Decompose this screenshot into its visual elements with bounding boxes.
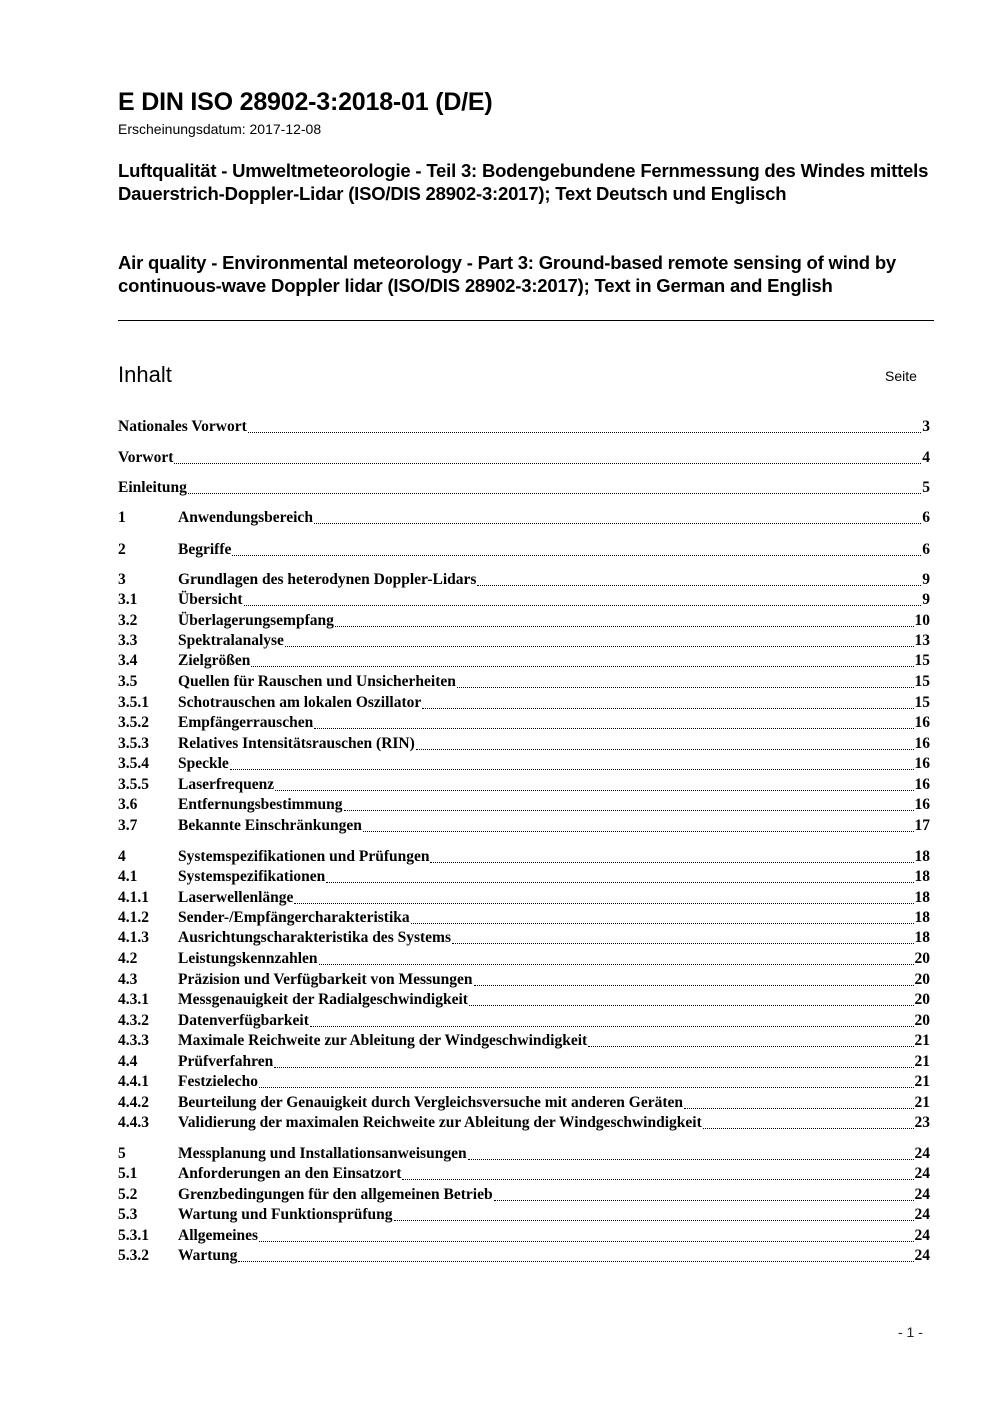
toc-entry-page: 16	[914, 776, 930, 793]
toc-entry-page: 16	[914, 714, 930, 731]
toc-entry-page: 21	[914, 1094, 930, 1111]
toc-dot-leader	[494, 1200, 914, 1201]
toc-dot-leader	[477, 585, 921, 586]
toc-entry-page: 15	[914, 694, 930, 711]
toc-entry-number: 3.5.3	[118, 735, 149, 752]
toc-entry-page: 21	[914, 1073, 930, 1090]
toc-entry-title: Sender-/Empfängercharakteristika	[178, 909, 410, 926]
toc-entry-title: Schotrauschen am lokalen Oszillator	[178, 694, 422, 711]
toc-dot-leader	[275, 790, 913, 791]
toc-entry-title: Beurteilung der Genauigkeit durch Vergleichsversuche mit anderen Geräten	[178, 1094, 684, 1111]
toc-entry-title: Grundlagen des heterodynen Doppler-Lidars	[178, 571, 477, 588]
toc-entry-number: 3.4	[118, 652, 138, 669]
toc-entry-title: Prüfverfahren	[178, 1053, 274, 1070]
toc-entry-number: 4.4.2	[118, 1094, 149, 1111]
toc-entry-title: Validierung der maximalen Reichweite zur Ableitung der Windgeschwindigkeit	[178, 1114, 702, 1131]
toc-entry-page: 18	[914, 848, 930, 865]
toc-entry[interactable]	[118, 1012, 930, 1032]
toc-heading: Inhalt	[118, 362, 172, 387]
toc-dot-leader	[285, 646, 914, 647]
toc-dot-leader	[474, 985, 914, 986]
toc-dot-leader	[457, 687, 914, 688]
toc-dot-leader	[319, 964, 914, 965]
toc-entry[interactable]	[118, 1186, 930, 1206]
toc-entry[interactable]	[118, 652, 930, 672]
toc-entry-number: 4.4	[118, 1053, 138, 1070]
toc-entry-title: Systemspezifikationen	[178, 868, 326, 885]
toc-entry-title: Speckle	[178, 755, 229, 772]
toc-entry-page: 21	[914, 1032, 930, 1049]
toc-entry-number: 3	[118, 571, 126, 588]
toc-entry-number: 4.2	[118, 950, 138, 967]
toc-entry-title: Zielgrößen	[178, 652, 251, 669]
toc-entry[interactable]	[118, 1145, 930, 1165]
toc-entry-title: Laserwellenlänge	[178, 889, 294, 906]
toc-entry-number: 4.4.1	[118, 1073, 149, 1090]
toc-dot-leader	[310, 1026, 914, 1027]
toc-entry-title: Messgenauigkeit der Radialgeschwindigkeit	[178, 991, 468, 1008]
toc-entry[interactable]	[118, 755, 930, 775]
toc-entry-number: 5	[118, 1145, 126, 1162]
toc-entry-title: Ausrichtungscharakteristika des Systems	[178, 929, 451, 946]
toc-entry[interactable]	[118, 694, 930, 714]
toc-entry-page: 13	[914, 632, 930, 649]
toc-entry[interactable]	[118, 1165, 930, 1185]
toc-entry-title: Vorwort	[118, 449, 174, 466]
title-english: Air quality - Environmental meteorology - Part 3: Ground-based remote sensing of wind by continuous-wave Doppler lidar (ISO/DIS 28902-3:2017); Text in German and English	[118, 252, 897, 296]
toc-entry-number: 5.2	[118, 1186, 138, 1203]
toc-dot-leader	[244, 605, 922, 606]
toc-dot-leader	[422, 708, 913, 709]
toc-entry-title: Entfernungsbestimmung	[178, 796, 343, 813]
toc-entry-number: 3.5.4	[118, 755, 149, 772]
toc-entry-title: Festzielecho	[178, 1073, 259, 1090]
toc-entry-title: Nationales Vorwort	[118, 418, 247, 435]
toc-entry-title: Grenzbedingungen für den allgemeinen Betrieb	[178, 1186, 493, 1203]
toc-dot-leader	[703, 1128, 914, 1129]
toc-entry-title: Begriffe	[178, 541, 232, 558]
toc-entry-page: 6	[922, 509, 930, 526]
toc-entry-title: Wartung	[178, 1247, 238, 1264]
toc-dot-leader	[411, 923, 914, 924]
toc-entry-page: 20	[914, 1012, 930, 1029]
toc-entry-number: 3.3	[118, 632, 138, 649]
toc-entry[interactable]	[118, 541, 930, 561]
toc-entry[interactable]	[118, 673, 930, 693]
toc-dot-leader	[259, 1241, 913, 1242]
toc-entry[interactable]	[118, 714, 930, 734]
toc-entry-number: 3.5.1	[118, 694, 149, 711]
toc-entry-number: 3.1	[118, 591, 138, 608]
toc-entry-page: 24	[914, 1186, 930, 1203]
toc-entry-title: Überlagerungsempfang	[178, 612, 334, 629]
toc-entry-title: Präzision und Verfügbarkeit von Messungen	[178, 971, 473, 988]
toc-dot-leader	[430, 862, 913, 863]
toc-entry-page: 15	[914, 652, 930, 669]
toc-entry-page: 23	[914, 1114, 930, 1131]
toc-entry-title: Wartung und Funktionsprüfung	[178, 1206, 393, 1223]
toc-entry-page: 18	[914, 889, 930, 906]
toc-entry-number: 4	[118, 848, 126, 865]
toc-entry-page: 20	[914, 971, 930, 988]
toc-entry-number: 5.1	[118, 1165, 138, 1182]
toc-entry-title: Anforderungen an den Einsatzort	[178, 1165, 402, 1182]
title-divider	[118, 320, 934, 321]
toc-dot-leader	[314, 728, 913, 729]
toc-entry[interactable]	[118, 612, 930, 632]
toc-dot-leader	[314, 523, 921, 524]
toc-entry-number: 5.3	[118, 1206, 138, 1223]
toc-entry-number: 5.3.1	[118, 1227, 149, 1244]
toc-entry-number: 3.5	[118, 673, 138, 690]
toc-entry-title: Messplanung und Installationsanweisungen	[178, 1145, 467, 1162]
toc-dot-leader	[174, 463, 921, 464]
toc-dot-leader	[402, 1179, 913, 1180]
toc-entry-title: Leistungskennzahlen	[178, 950, 318, 967]
toc-entry-title: Datenverfügbarkeit	[178, 1012, 309, 1029]
toc-entry-number: 2	[118, 541, 126, 558]
toc-entry-title: Allgemeines	[178, 1227, 259, 1244]
toc-entry-title: Quellen für Rauschen und Unsicherheiten	[178, 673, 456, 690]
toc-entry[interactable]	[118, 1073, 930, 1093]
toc-page-column-label: Seite	[885, 368, 917, 384]
toc-entry-number: 3.5.5	[118, 776, 149, 793]
toc-entry-page: 9	[922, 571, 930, 588]
toc-entry[interactable]	[118, 909, 930, 929]
toc-entry-title: Relatives Intensitätsrauschen (RIN)	[178, 735, 415, 752]
toc-entry-page: 4	[922, 449, 930, 466]
toc-entry[interactable]	[118, 817, 930, 837]
toc-entry[interactable]	[118, 591, 930, 611]
toc-entry-page: 24	[914, 1227, 930, 1244]
toc-entry[interactable]	[118, 1247, 930, 1267]
toc-entry-page: 24	[914, 1206, 930, 1223]
toc-entry-number: 3.7	[118, 817, 138, 834]
toc-entry-number: 3.6	[118, 796, 138, 813]
toc-dot-leader	[326, 882, 913, 883]
toc-entry-title: Spektralanalyse	[178, 632, 284, 649]
toc-entry[interactable]	[118, 991, 930, 1011]
toc-entry-title: Systemspezifikationen und Prüfungen	[178, 848, 430, 865]
toc-dot-leader	[588, 1046, 913, 1047]
toc-entry-page: 10	[914, 612, 930, 629]
toc-dot-leader	[294, 903, 913, 904]
toc-entry[interactable]	[118, 632, 930, 652]
title-german: Luftqualität - Umweltmeteorologie - Teil 3: Bodengebundene Fernmessung des Windes mittels Dauerstrich-Doppler-Lidar (ISO/DIS 28902-3:2017); Text Deutsch und Englisch	[118, 160, 929, 204]
toc-entry-page: 15	[914, 673, 930, 690]
toc-entry-page: 18	[914, 909, 930, 926]
toc-entry[interactable]	[118, 929, 930, 949]
toc-entry-number: 4.1.3	[118, 929, 149, 946]
toc-entry-page: 3	[922, 418, 930, 435]
toc-dot-leader	[335, 626, 914, 627]
toc-entry-page: 5	[922, 479, 930, 496]
toc-entry-page: 6	[922, 541, 930, 558]
toc-entry-title: Bekannte Einschränkungen	[178, 817, 362, 834]
toc-entry-number: 4.3.3	[118, 1032, 149, 1049]
toc-entry-title: Empfängerrauschen	[178, 714, 314, 731]
toc-entry[interactable]	[118, 1206, 930, 1226]
toc-entry-page: 18	[914, 929, 930, 946]
toc-dot-leader	[251, 666, 913, 667]
toc-entry[interactable]	[118, 735, 930, 755]
toc-entry[interactable]	[118, 971, 930, 991]
toc-entry[interactable]	[118, 1053, 930, 1073]
toc-entry[interactable]	[118, 1114, 930, 1134]
toc-entry[interactable]	[118, 509, 930, 529]
toc-entry-title: Maximale Reichweite zur Ableitung der Windgeschwindigkeit	[178, 1032, 588, 1049]
toc-entry-number: 4.1.2	[118, 909, 149, 926]
toc-entry-number: 3.2	[118, 612, 138, 629]
document-id: E DIN ISO 28902-3:2018-01 (D/E)	[118, 88, 493, 116]
toc-entry-number: 3.5.2	[118, 714, 149, 731]
toc-entry[interactable]	[118, 479, 930, 499]
toc-entry-page: 24	[914, 1165, 930, 1182]
toc-entry[interactable]	[118, 1227, 930, 1247]
toc-entry[interactable]	[118, 950, 930, 970]
toc-dot-leader	[344, 810, 914, 811]
toc-entry-number: 4.3.1	[118, 991, 149, 1008]
toc-dot-leader	[452, 943, 914, 944]
toc-entry[interactable]	[118, 418, 930, 438]
toc-dot-leader	[248, 432, 922, 433]
toc-entry-title: Einleitung	[118, 479, 187, 496]
toc-entry-page: 20	[914, 991, 930, 1008]
toc-dot-leader	[188, 493, 921, 494]
toc-entry-page: 16	[914, 735, 930, 752]
toc-entry-page: 17	[914, 817, 930, 834]
toc-entry[interactable]	[118, 571, 930, 591]
toc-entry-number: 4.4.3	[118, 1114, 149, 1131]
toc-entry-page: 20	[914, 950, 930, 967]
toc-dot-leader	[259, 1087, 913, 1088]
toc-entry-number: 4.3	[118, 971, 138, 988]
toc-dot-leader	[363, 831, 914, 832]
toc-entry-title: Laserfrequenz	[178, 776, 275, 793]
toc-entry-number: 4.3.2	[118, 1012, 149, 1029]
toc-entry[interactable]	[118, 889, 930, 909]
publication-date: Erscheinungsdatum: 2017-12-08	[118, 121, 322, 137]
toc-dot-leader	[238, 1261, 913, 1262]
toc-entry[interactable]	[118, 1094, 930, 1114]
toc-dot-leader	[394, 1220, 914, 1221]
toc-entry-page: 24	[914, 1247, 930, 1264]
toc-entry[interactable]	[118, 1032, 930, 1052]
toc-entry-page: 16	[914, 755, 930, 772]
toc-dot-leader	[468, 1159, 914, 1160]
toc-entry-page: 9	[922, 591, 930, 608]
toc-entry-number: 1	[118, 509, 126, 526]
toc-entry-page: 18	[914, 868, 930, 885]
toc-entry[interactable]	[118, 848, 930, 868]
toc-dot-leader	[274, 1067, 913, 1068]
toc-entry[interactable]	[118, 796, 930, 816]
toc-entry[interactable]	[118, 776, 930, 796]
toc-entry-page: 21	[914, 1053, 930, 1070]
toc-entry-number: 4.1.1	[118, 889, 149, 906]
toc-entry-number: 5.3.2	[118, 1247, 149, 1264]
page-number: - 1 -	[898, 1324, 923, 1340]
toc-entry-page: 16	[914, 796, 930, 813]
toc-entry[interactable]	[118, 868, 930, 888]
toc-entry-number: 4.1	[118, 868, 138, 885]
toc-dot-leader	[684, 1108, 913, 1109]
toc-entry[interactable]	[118, 449, 930, 469]
toc-dot-leader	[230, 769, 914, 770]
toc-entry-title: Anwendungsbereich	[178, 509, 313, 526]
toc-entry-page: 24	[914, 1145, 930, 1162]
toc-dot-leader	[232, 555, 921, 556]
toc-dot-leader	[416, 749, 914, 750]
toc-entry-title: Übersicht	[178, 591, 243, 608]
toc-dot-leader	[469, 1005, 914, 1006]
